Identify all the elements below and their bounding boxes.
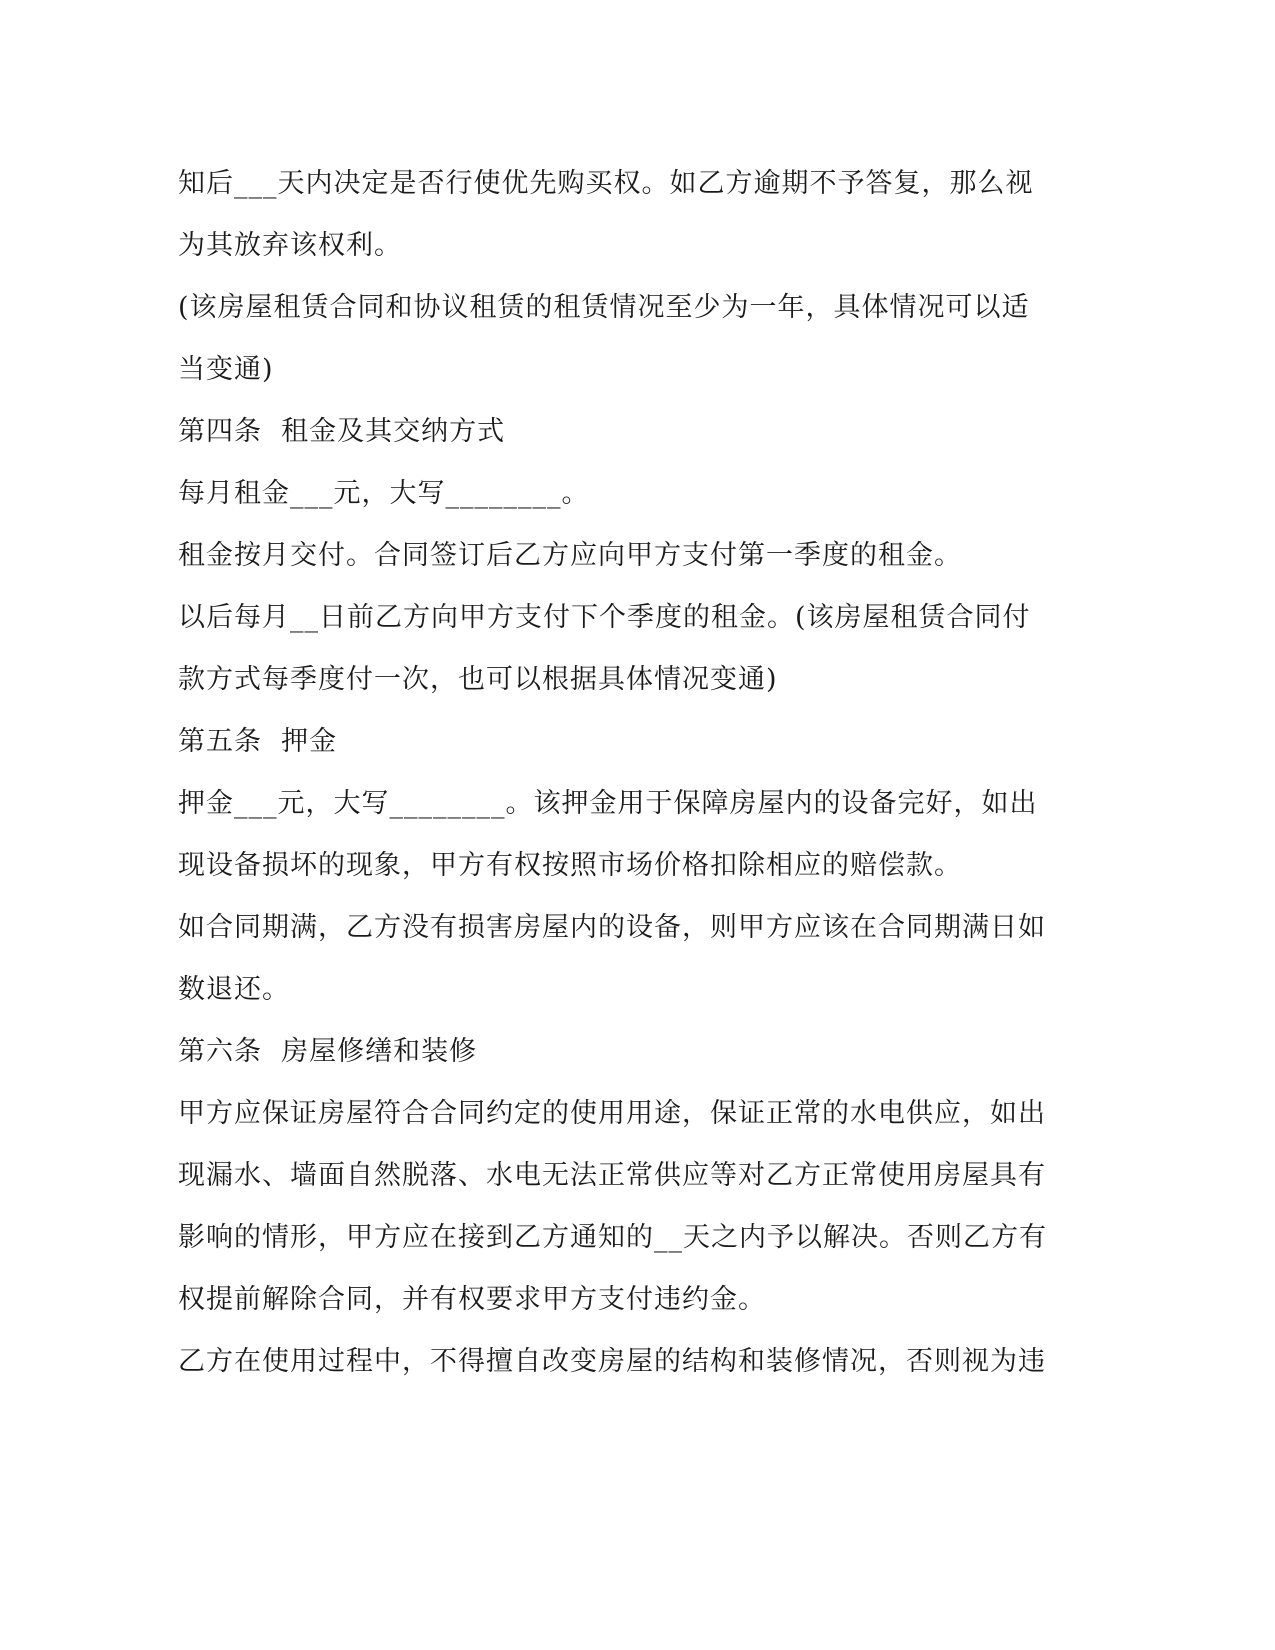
text-line: 知后___天内决定是否行使优先购买权。如乙方逾期不予答复，那么视 <box>178 168 1034 199</box>
text-line: 以后每月__日前乙方向甲方支付下个季度的租金。(该房屋租赁合同付 <box>178 602 1031 633</box>
text-line: 押金___元，大写________。该押金用于保障房屋内的设备完好，如出 <box>178 788 1038 819</box>
text-line: 款方式每季度付一次，也可以根据具体情况变通) <box>178 664 778 695</box>
text-line: (该房屋租赁合同和协议租赁的租赁情况至少为一年，具体情况可以适 <box>178 292 1030 323</box>
text-line: 数退还。 <box>178 974 290 1005</box>
text-line: 乙方在使用过程中，不得擅自改变房屋的结构和装修情况，否则视为违 <box>178 1346 1046 1377</box>
text-line: 当变通) <box>178 354 274 385</box>
text-line: 权提前解除合同，并有权要求甲方支付违约金。 <box>178 1284 766 1315</box>
text-line: 甲方应保证房屋符合合同约定的使用用途，保证正常的水电供应，如出 <box>178 1098 1046 1129</box>
text-line: 如合同期满，乙方没有损害房屋内的设备，则甲方应该在合同期满日如 <box>178 912 1046 943</box>
section-heading: 第六条 房屋修缮和装修 <box>178 1036 478 1067</box>
text-line: 现漏水、墙面自然脱落、水电无法正常供应等对乙方正常使用房屋具有 <box>178 1160 1046 1191</box>
text-line: 为其放弃该权利。 <box>178 230 402 261</box>
text-line: 影响的情形，甲方应在接到乙方通知的__天之内予以解决。否则乙方有 <box>178 1222 1047 1253</box>
section-heading: 第五条 押金 <box>178 726 338 757</box>
text-line: 每月租金___元，大写________。 <box>178 478 590 509</box>
section-heading: 第四条 租金及其交纳方式 <box>178 416 506 447</box>
text-line: 现设备损坏的现象，甲方有权按照市场价格扣除相应的赔偿款。 <box>178 850 962 881</box>
text-line: 租金按月交付。合同签订后乙方应向甲方支付第一季度的租金。 <box>178 540 962 571</box>
